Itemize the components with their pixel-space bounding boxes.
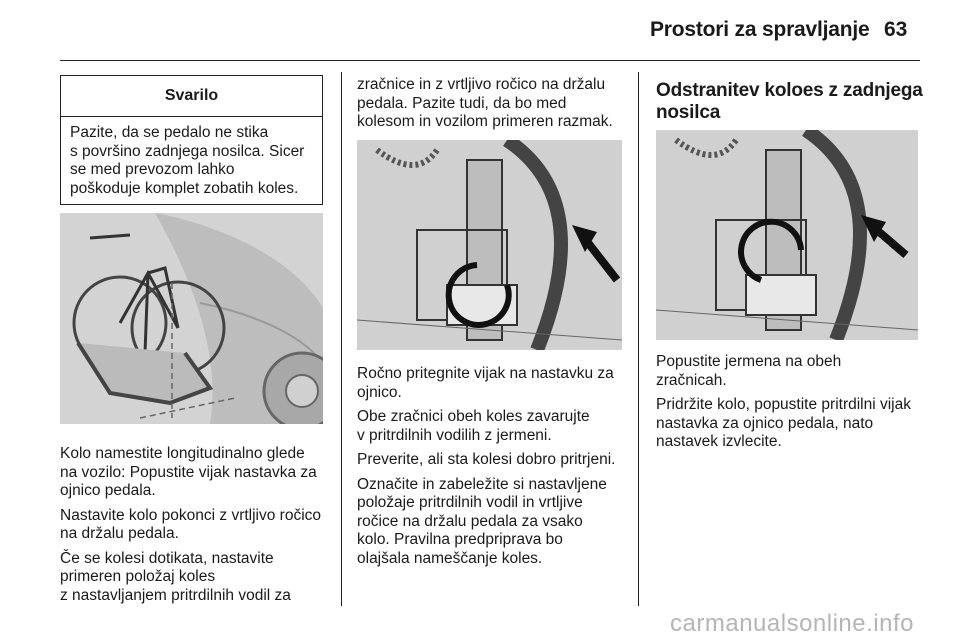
column-3-text — [656, 353, 931, 458]
text-line: na držalu pedala. — [60, 525, 179, 542]
text-line: Odstranitev koloes z zadnjega — [656, 80, 923, 101]
text-line: Preverite, ali sta kolesi dobro pritrjeni. — [357, 451, 616, 468]
warning-box — [60, 75, 323, 205]
text-line: Nastavite kolo pokonci z vrtljivo ročico — [60, 506, 322, 524]
text-line: Kolo namestite longitudinalno glede — [60, 445, 305, 462]
text-line: ojnico pedala. — [60, 482, 156, 499]
text-line: zračnice in z vrtljivo ročico na držalu — [357, 76, 606, 93]
page-number: 63 — [884, 18, 908, 41]
paragraph — [357, 476, 632, 569]
text-line: pedala. Pazite tudi, da bo med — [357, 94, 567, 112]
text-line: kolo. Pravilna predpriprava bo — [357, 531, 563, 548]
column-divider-1 — [341, 72, 342, 606]
column-2-text — [357, 365, 632, 574]
warning-text — [61, 117, 322, 198]
text-line: se med prevozom lahko — [70, 161, 235, 178]
text-line: poškoduje komplet zobatih koles. — [70, 179, 299, 197]
watermark-text: carmanualsonline.info — [670, 610, 914, 637]
text-line: Ročno pritegnite vijak na nastavku za — [357, 365, 614, 382]
text-line: z nastavljanjem pritrdilnih vodil za — [60, 586, 291, 604]
paragraph — [60, 507, 330, 544]
text-line: olajšala nameščanje koles. — [357, 549, 543, 567]
column-2-top-text — [357, 76, 627, 132]
paragraph — [60, 550, 330, 606]
text-line: nosilca — [656, 102, 721, 123]
warning-heading: Svarilo — [61, 76, 322, 117]
page-title: Prostori za spravljanje — [650, 18, 870, 41]
text-line: Popustite jermena na obeh — [656, 353, 842, 370]
column-divider-2 — [638, 72, 639, 606]
text-line: Če se kolesi dotikata, nastavite — [60, 549, 274, 567]
header-rule — [60, 60, 920, 61]
text-line: v pritrdilnih vodilih z jermeni. — [357, 426, 552, 444]
paragraph — [60, 445, 330, 501]
paragraph — [357, 451, 632, 470]
paragraph — [357, 408, 632, 445]
section-title — [656, 80, 926, 124]
pedal-mount-loosen-illustration — [656, 130, 918, 340]
text-line: Pridržite kolo, popustite pritrdilni vijak — [656, 396, 911, 413]
text-line: nastavek izvlecite. — [656, 433, 782, 450]
text-line: položaje pritrdilnih vodil in vrtljive — [357, 494, 583, 511]
text-line: Označite in zabeležite si nastavljene — [357, 475, 607, 493]
paragraph — [357, 365, 632, 402]
text-line: kolesom in vozilom primeren razmak. — [357, 113, 613, 130]
column-1-text — [60, 445, 330, 611]
bike-on-carrier-illustration — [60, 213, 323, 424]
pedal-mount-tighten-illustration — [357, 140, 622, 350]
text-line: nastavka za ojnico pedala, nato — [656, 414, 874, 432]
text-line: ročice na držalu pedala za vsako — [357, 512, 583, 530]
text-line: ojnico. — [357, 383, 402, 401]
text-line: zračnicah. — [656, 371, 727, 389]
paragraph — [656, 396, 931, 452]
text-line: na vozilo: Popustite vijak nastavka za — [60, 463, 317, 481]
text-line: primeren položaj koles — [60, 568, 216, 585]
text-line: Pazite, da se pedalo ne stika — [70, 124, 269, 141]
paragraph — [656, 353, 931, 390]
text-line: Obe zračnici obeh koles zavarujte — [357, 408, 590, 425]
text-line: s površino zadnjega nosilca. Sicer — [70, 142, 305, 160]
